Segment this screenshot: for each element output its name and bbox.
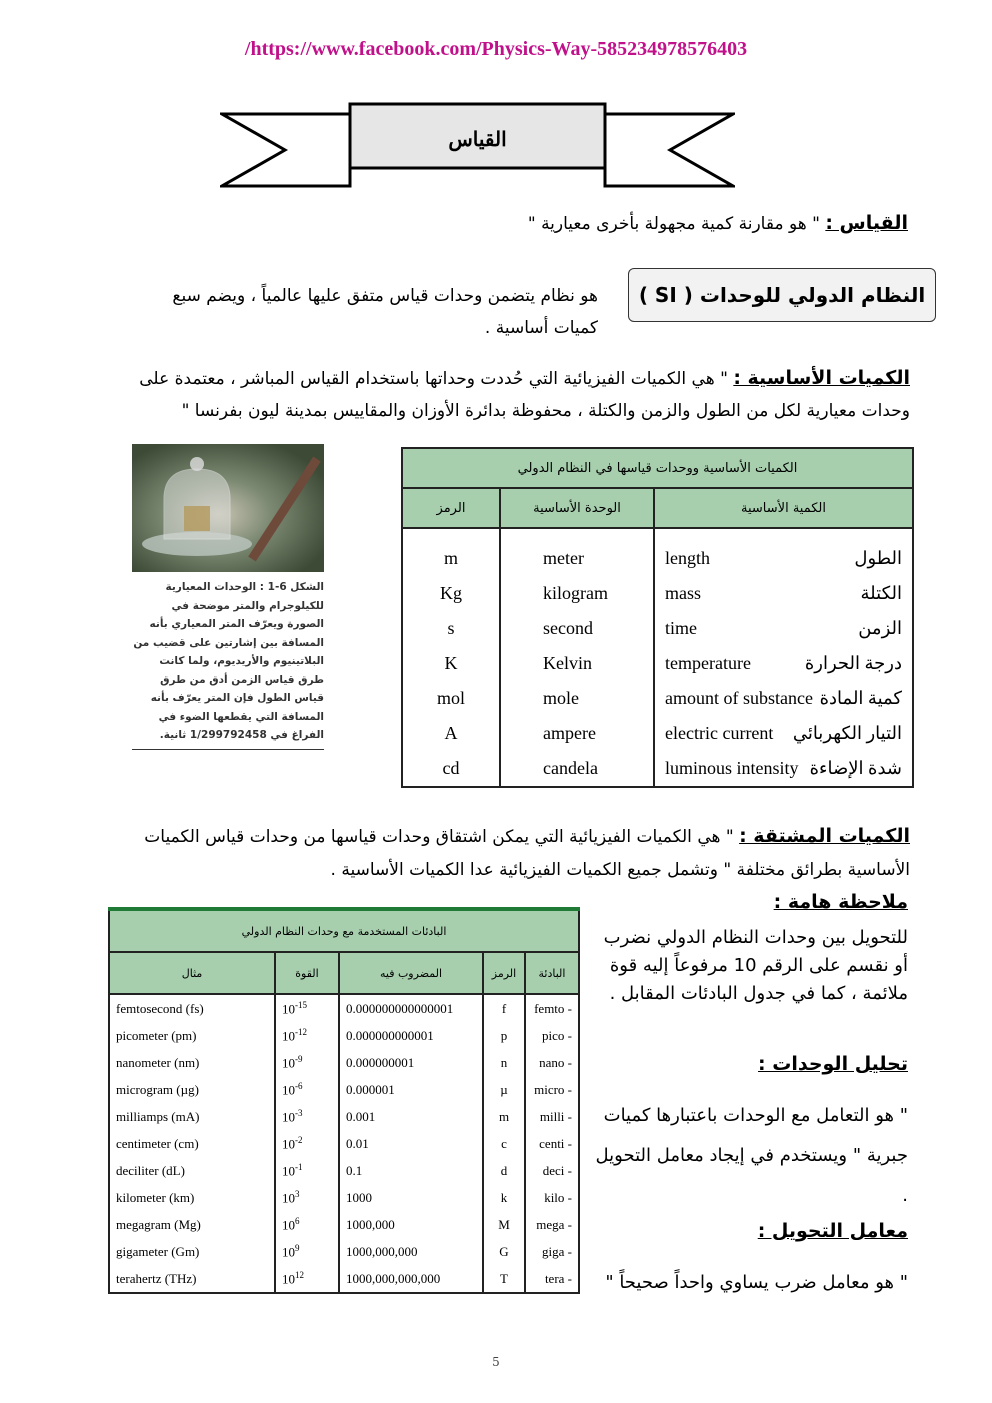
example-cell: nanometer (nm) <box>109 1049 275 1076</box>
symbol-cell: K <box>402 646 500 681</box>
symbol-cell: m <box>402 528 500 576</box>
dimensional-heading: تحليل الوحدات : <box>758 1053 908 1075</box>
def-measurement <box>88 212 908 234</box>
term: القياس : <box>825 212 908 234</box>
exponent: 12 <box>295 1269 304 1280</box>
quantity-en: electric current <box>665 723 774 743</box>
table-row <box>109 994 579 1022</box>
power-cell: $10^{-2}$ <box>275 1130 339 1157</box>
prefix-cell: centi - <box>525 1130 579 1157</box>
table-row <box>402 528 913 576</box>
example-cell: centimeter (cm) <box>109 1130 275 1157</box>
table-row <box>402 611 913 646</box>
unit-cell: candela <box>500 751 654 787</box>
table-row <box>109 1157 579 1184</box>
quantity-cell <box>655 529 912 576</box>
symbol-cell: Kg <box>402 576 500 611</box>
prefix-cell: femto - <box>525 994 579 1022</box>
table-row <box>109 1238 579 1265</box>
note-block <box>598 888 908 1008</box>
quantity-en: time <box>665 618 697 638</box>
table-row <box>109 1049 579 1076</box>
multiplier-cell: 0.000000001 <box>339 1049 483 1076</box>
symbol-cell: G <box>483 1238 525 1265</box>
example-cell: milliamps (mA) <box>109 1103 275 1130</box>
multiplier-cell: 0.001 <box>339 1103 483 1130</box>
quantity-ar: الطول <box>854 548 902 568</box>
col-header: المضروب فيه <box>339 952 483 994</box>
unit-cell: kilogram <box>500 576 654 611</box>
exponent: 3 <box>295 1188 300 1199</box>
definition: " هي الكميات الفيزيائية التي يمكن اشتقاق وحدات قياسها من وحدات قياس الكميات الأساسية بطرائق مختلفة " وتشمل جميع الكميات الفيزيائية عدا الكميات الأساسية . <box>144 827 910 880</box>
term: الكميات المشتقة : <box>739 825 910 847</box>
prefix-cell: nano - <box>525 1049 579 1076</box>
example-cell: kilometer (km) <box>109 1184 275 1211</box>
exponent: -15 <box>295 999 307 1010</box>
prefix-cell: kilo - <box>525 1184 579 1211</box>
col-header: الكمية الأساسية <box>654 488 913 528</box>
multiplier-cell: 1000 <box>339 1184 483 1211</box>
definition: " هو مقارنة كمية مجهولة بأخرى معيارية " <box>527 214 820 234</box>
prefix-cell: milli - <box>525 1103 579 1130</box>
note-text: للتحويل بين وحدات النظام الدولي نضرب أو نقسم على الرقم 10 مرفوعاً إليه قوة ملائمة ، كما في جدول البادئات المقابل . <box>603 927 908 1004</box>
conversion-text: " هو معامل ضرب يساوي واحداً صحيحاً " <box>605 1272 908 1293</box>
symbol-cell: n <box>483 1049 525 1076</box>
exponent: -12 <box>295 1026 307 1037</box>
exponent: 9 <box>295 1242 300 1253</box>
table-row <box>402 751 913 787</box>
table-row <box>109 1103 579 1130</box>
table-row <box>109 1265 579 1293</box>
prefixes-table <box>108 907 580 1294</box>
base-quantities-table <box>401 447 914 788</box>
power-cell: $10^{12}$ <box>275 1265 339 1293</box>
multiplier-cell: 0.000000000001 <box>339 1022 483 1049</box>
example-cell: gigameter (Gm) <box>109 1238 275 1265</box>
multiplier-cell: 1000,000 <box>339 1211 483 1238</box>
quantity-ar: كمية المادة <box>819 688 902 708</box>
table-row <box>109 1076 579 1103</box>
table-title: الكميات الأساسية ووحدات قياسها في النظام الدولي <box>402 448 913 488</box>
si-heading: النظام الدولي للوحدات ( SI ) <box>628 268 936 322</box>
exponent: -3 <box>295 1107 303 1118</box>
col-header: البادئة <box>525 952 579 994</box>
quantity-cell <box>655 716 912 751</box>
symbol-cell: cd <box>402 751 500 787</box>
si-definition: هو نظام يتضمن وحدات قياس متفق عليها عالمياً ، ويضم سبع كميات أساسية . <box>172 286 598 338</box>
prefix-cell: pico - <box>525 1022 579 1049</box>
prefix-cell: tera - <box>525 1265 579 1293</box>
table-row <box>109 1211 579 1238</box>
example-cell: microgram (µg) <box>109 1076 275 1103</box>
table-title: البادئات المستخدمة مع وحدات النظام الدولي <box>109 909 579 952</box>
multiplier-cell: 0.000001 <box>339 1076 483 1103</box>
power-cell: $10^3$ <box>275 1184 339 1211</box>
power-cell: $10^{-1}$ <box>275 1157 339 1184</box>
power-cell: $10^{-3}$ <box>275 1103 339 1130</box>
power-cell: $10^{-6}$ <box>275 1076 339 1103</box>
quantity-cell <box>655 681 912 716</box>
quantity-ar: شدة الإضاءة <box>809 758 902 778</box>
symbol-cell: d <box>483 1157 525 1184</box>
unit-cell: second <box>500 611 654 646</box>
col-header: الوحدة الأساسية <box>500 488 654 528</box>
table-row <box>109 1184 579 1211</box>
quantity-ar: التيار الكهربائي <box>792 723 902 743</box>
symbol-cell: m <box>483 1103 525 1130</box>
example-cell: terahertz (THz) <box>109 1265 275 1293</box>
table-row <box>402 716 913 751</box>
dimensional-analysis-block <box>588 1044 908 1216</box>
symbol-cell: µ <box>483 1076 525 1103</box>
col-header: مثال <box>109 952 275 994</box>
unit-cell: Kelvin <box>500 646 654 681</box>
example-cell: deciliter (dL) <box>109 1157 275 1184</box>
symbol-cell: p <box>483 1022 525 1049</box>
table-row <box>109 1022 579 1049</box>
multiplier-cell: 0.1 <box>339 1157 483 1184</box>
unit-cell: ampere <box>500 716 654 751</box>
col-header: الرمز <box>402 488 500 528</box>
power-cell: $10^{-9}$ <box>275 1049 339 1076</box>
power-cell: $10^9$ <box>275 1238 339 1265</box>
prefix-cell: deci - <box>525 1157 579 1184</box>
example-cell: femtosecond (fs) <box>109 994 275 1022</box>
symbol-cell: f <box>483 994 525 1022</box>
unit-cell: mole <box>500 681 654 716</box>
quantity-ar: درجة الحرارة <box>804 653 902 673</box>
example-cell: megagram (Mg) <box>109 1211 275 1238</box>
quantity-en: temperature <box>665 653 751 673</box>
figure-caption: الشكل 6-1 : الوحدات المعيارية للكيلوجرام والمتر موضحة في الصورة ويعرّف المتر المعياري بأنه المسافة بين إشارتين على قضيب من البلاتينيوم والأريديوم، ولما كانت طرق قياس الزمن أدق من طرق قياس الطول فإن المتر يعرّف بأنه المسافة التي يقطعها الضوء في الفراغ في 1/299792458 ثانية. <box>132 578 324 750</box>
multiplier-cell: 1000,000,000,000 <box>339 1265 483 1293</box>
conversion-factor-block <box>588 1216 908 1298</box>
col-header: القوة <box>275 952 339 994</box>
exponent: -9 <box>295 1053 303 1064</box>
quantity-en: luminous intensity <box>665 758 799 778</box>
symbol-cell: s <box>402 611 500 646</box>
quantity-ar: الكتلة <box>860 583 902 603</box>
prefix-cell: giga - <box>525 1238 579 1265</box>
table-row <box>402 681 913 716</box>
symbol-cell: k <box>483 1184 525 1211</box>
quantity-cell <box>655 576 912 611</box>
conversion-heading: معامل التحويل : <box>757 1220 908 1242</box>
table-row <box>109 1130 579 1157</box>
exponent: -2 <box>295 1134 303 1145</box>
exponent: 6 <box>295 1215 300 1226</box>
quantity-cell <box>655 611 912 646</box>
symbol-cell: c <box>483 1130 525 1157</box>
symbol-cell: T <box>483 1265 525 1293</box>
definition: " هي الكميات الفيزيائية التي حُددت وحداتها باستخدام القياس المباشر ، معتمدة على وحدات معيارية لكل من الطول والزمن والكتلة ، محفوظة بدائرة الأوزان والمقاييس بمدينة ليون بفرنسا " <box>139 369 910 421</box>
exponent: -6 <box>295 1080 303 1091</box>
quantity-ar: الزمن <box>858 618 902 638</box>
quantity-en: mass <box>665 583 701 603</box>
def-base-quantities <box>130 362 910 427</box>
note-heading: ملاحظة هامة : <box>773 891 908 913</box>
symbol-cell: mol <box>402 681 500 716</box>
multiplier-cell: 0.01 <box>339 1130 483 1157</box>
exponent: -1 <box>295 1161 303 1172</box>
table-row <box>402 576 913 611</box>
term: الكميات الأساسية : <box>733 367 910 389</box>
multiplier-cell: 1000,000,000 <box>339 1238 483 1265</box>
unit-cell: meter <box>500 528 654 576</box>
quantity-en: amount of substance <box>665 688 813 708</box>
prefix-cell: micro - <box>525 1076 579 1103</box>
quantity-cell <box>655 751 912 786</box>
dimensional-text: " هو التعامل مع الوحدات باعتبارها كميات جبرية " ويستخدم في إيجاد معامل التحويل . <box>595 1105 908 1206</box>
table-row <box>402 646 913 681</box>
prefix-cell: mega - <box>525 1211 579 1238</box>
example-cell: picometer (pm) <box>109 1022 275 1049</box>
standard-kilogram-photo <box>132 444 324 572</box>
page-number: 5 <box>492 1355 500 1369</box>
def-derived-quantities <box>130 820 910 887</box>
power-cell: $10^{-15}$ <box>275 994 339 1022</box>
symbol-cell: A <box>402 716 500 751</box>
page-title: القياس <box>448 127 507 151</box>
quantity-en: length <box>665 548 710 568</box>
quantity-cell <box>655 646 912 681</box>
power-cell: $10^6$ <box>275 1211 339 1238</box>
power-cell: $10^{-12}$ <box>275 1022 339 1049</box>
facebook-link[interactable]: /https://www.facebook.com/Physics-Way-585234978576403 <box>244 38 748 60</box>
symbol-cell: M <box>483 1211 525 1238</box>
col-header: الرمز <box>483 952 525 994</box>
multiplier-cell: 0.000000000000001 <box>339 994 483 1022</box>
